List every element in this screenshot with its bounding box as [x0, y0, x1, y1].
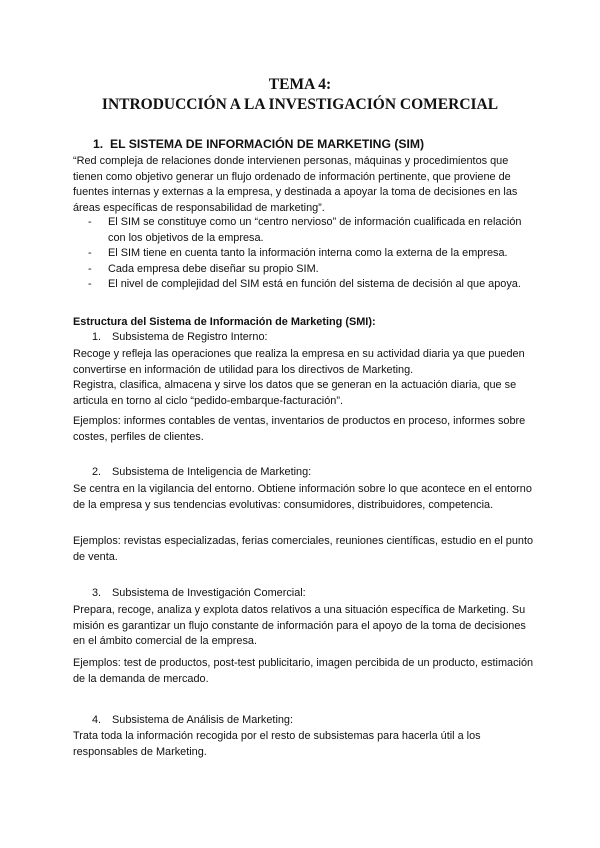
list-item — [88, 246, 528, 262]
subsystem-2-heading — [92, 466, 311, 478]
structure-heading: Estructura del Sistema de Información de Marketing (SMI): — [73, 316, 376, 328]
subsystem-title: Subsistema de Análisis de Marketing: — [112, 714, 293, 726]
subsystem-title: Subsistema de Inteligencia de Marketing: — [112, 466, 312, 478]
subsystem-number: 3. — [92, 587, 102, 599]
list-item-text: Cada empresa debe diseñar su propio SIM. — [108, 262, 319, 275]
subsystem-1-heading — [92, 331, 268, 343]
list-item-text: El SIM se constituye como un “centro nervioso” de información cualificada en relación con los objetivos de la empresa. — [108, 216, 522, 244]
definition-paragraph: “Red compleja de relaciones donde intervienen personas, máquinas y procedimientos que tienen como objetivo generar un flujo ordenado de información pertinente, que proviene de fuentes internas y externas a la empresa, y destinada a apoyar la toma de decisiones en las áreas específicas de responsabilidad de marketing”. — [73, 155, 518, 214]
page-title-line2: INTRODUCCIÓN A LA INVESTIGACIÓN COMERCIAL — [101, 96, 499, 113]
subsystem-title: Subsistema de Investigación Comercial: — [112, 587, 306, 599]
bullet-marker: - — [88, 262, 92, 275]
list-item — [88, 277, 528, 293]
list-item — [88, 215, 528, 246]
list-item-text: El nivel de complejidad del SIM está en función del sistema de decisión al que apoya. — [108, 278, 521, 290]
examples-paragraph: Ejemplos: test de productos, post-test publicitario, imagen percibida de un producto, estimación de la demanda de mercado. — [73, 657, 534, 685]
list-item — [88, 262, 528, 278]
subsystem-title: Subsistema de Registro Interno: — [112, 331, 268, 343]
section-number: 1. — [93, 137, 104, 151]
subsystem-number: 4. — [92, 714, 102, 726]
paragraph: Recoge y refleja las operaciones que realiza la empresa en su actividad diaria ya que pueden convertirse en información de utilidad para los directivos de Marketing. — [73, 348, 525, 376]
paragraph: Trata toda la información recogida por el resto de subsistemas para hacerla útil a los responsables de Marketing. — [73, 730, 481, 758]
bullet-marker: - — [88, 216, 92, 228]
examples-paragraph: Ejemplos: informes contables de ventas, inventarios de productos en proceso, informes sobre costes, perfiles de clientes. — [73, 415, 526, 443]
subsystem-number: 1. — [92, 331, 102, 343]
subsystem-number: 2. — [92, 466, 102, 478]
page-title-line1: TEMA 4: — [268, 76, 332, 93]
paragraph: Se centra en la vigilancia del entorno. Obtiene información sobre lo que acontece en el entorno de la empresa y sus tendencias evolutivas: consumidores, distribuidores, competencia. — [73, 483, 532, 511]
paragraph: Registra, clasifica, almacena y sirve los datos que se generan en la actuación diaria, que se articula en torno al ciclo “pedido-embarque-facturación”. — [73, 379, 517, 407]
examples-paragraph: Ejemplos: revistas especializadas, ferias comerciales, reuniones científicas, estudio en el punto de venta. — [73, 535, 534, 563]
bullet-marker: - — [88, 278, 92, 290]
section-title: EL SISTEMA DE INFORMACIÓN DE MARKETING (SIM) — [109, 137, 425, 151]
subsystem-4-heading — [92, 714, 293, 726]
subsystem-3-heading — [92, 587, 306, 599]
section-heading — [93, 137, 424, 151]
bullet-marker: - — [88, 247, 92, 259]
list-item-text: El SIM tiene en cuenta tanto la información interna como la externa de la empresa. — [108, 247, 508, 259]
paragraph: Prepara, recoge, analiza y explota datos relativos a una situación específica de Marketing. Su misión es garantizar un flujo constante de información para el apoyo de la toma de decisiones en el ámbito comercial de la empresa. — [73, 604, 526, 647]
bullet-list — [88, 215, 528, 293]
